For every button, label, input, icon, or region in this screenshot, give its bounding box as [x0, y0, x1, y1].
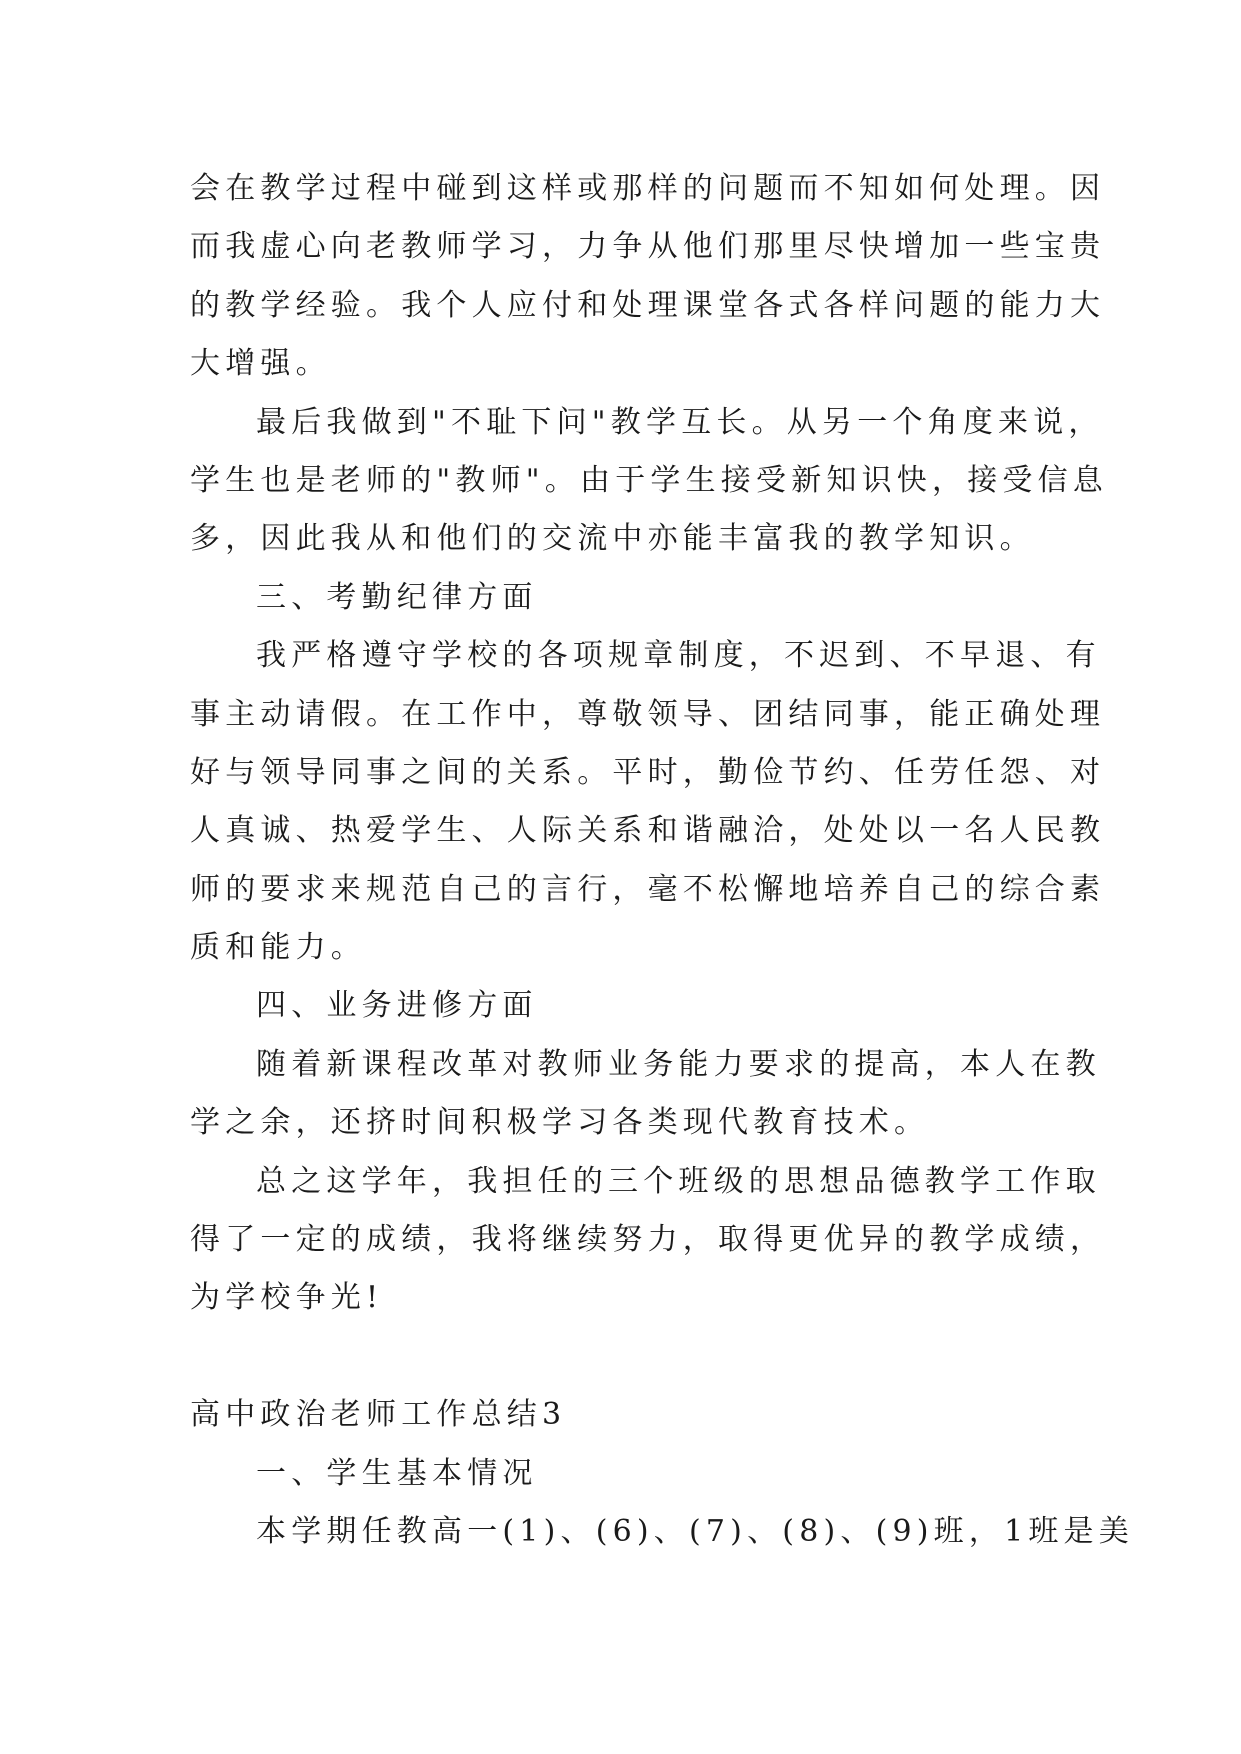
text-line: 会在教学过程中碰到这样或那样的问题而不知如何处理。因	[190, 171, 1106, 206]
text-line: 好与领导同事之间的关系。平时，勤俭节约、任劳任怨、对	[190, 754, 1106, 790]
section-heading: 一、学生基本情况	[256, 1455, 538, 1491]
text-line: 总之这学年，我担任的三个班级的思想品德教学工作取	[256, 1163, 1101, 1199]
text-line: 学生也是老师的"教师"。由于学生接受新知识快，接受信息	[190, 462, 1108, 498]
text-line: 得了一定的成绩，我将继续努力，取得更优异的教学成绩，	[190, 1222, 1106, 1258]
section-heading: 四、业务进修方面	[256, 988, 538, 1024]
text-line: 最后我做到"不耻下问"教学互长。从另一个角度来说，	[256, 404, 1104, 440]
text-line: 事主动请假。在工作中，尊敬领导、团结同事，能正确处理	[190, 696, 1106, 732]
text-line: 多，因此我从和他们的交流中亦能丰富我的教学知识。	[190, 521, 1035, 557]
section-heading: 三、考勤纪律方面	[256, 579, 538, 615]
text-line: 为学校争光!	[190, 1280, 384, 1316]
document-body	[190, 160, 1134, 1561]
text-line: 质和能力。	[190, 930, 366, 966]
text-line: 学之余，还挤时间积极学习各类现代教育技术。	[190, 1105, 930, 1141]
text-line: 人真诚、热爱学生、人际关系和谐融洽，处处以一名人民教	[190, 813, 1106, 849]
text-line: 大增强。	[190, 346, 331, 382]
text-line: 而我虚心向老教师学习，力争从他们那里尽快增加一些宝贵	[190, 229, 1106, 265]
text-line: 随着新课程改革对教师业务能力要求的提高，本人在教	[256, 1046, 1101, 1082]
blank-line	[190, 1328, 1050, 1386]
document-title: 高中政治老师工作总结3	[190, 1397, 567, 1433]
text-line: 师的要求来规范自己的言行，毫不松懈地培养自己的综合素	[190, 871, 1106, 907]
text-line: 的教学经验。我个人应付和处理课堂各式各样问题的能力大	[190, 287, 1106, 323]
text-line: 本学期任教高一(1)、(6)、(7)、(8)、(9)班，1班是美	[256, 1513, 1134, 1549]
text-line: 我严格遵守学校的各项规章制度，不迟到、不早退、有	[256, 638, 1101, 674]
